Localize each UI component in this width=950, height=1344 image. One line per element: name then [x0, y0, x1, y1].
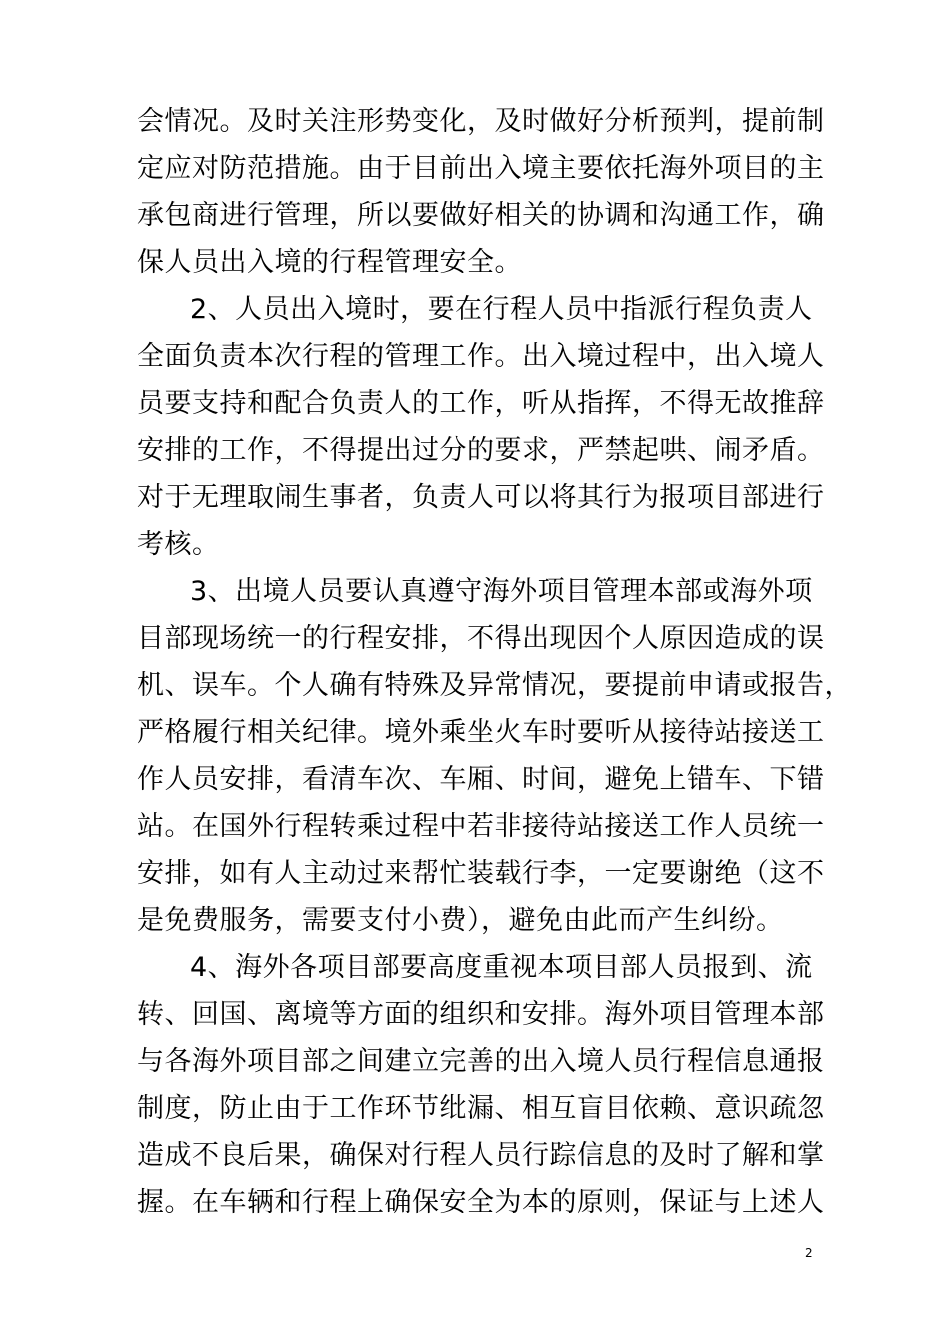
text-line: 机、误车。个人确有特殊及异常情况，要提前申请或报告， [137, 670, 852, 701]
text-line: 员要支持和配合负责人的工作，听从指挥，不得无故推辞 [137, 388, 825, 419]
text-line: 安排，如有人主动过来帮忙装载行李，一定要谢绝（这不 [137, 858, 825, 889]
text-line: 站。在国外行程转乘过程中若非接待站接送工作人员统一 [137, 811, 825, 842]
text-line: 会情况。及时关注形势变化，及时做好分析预判，提前制 [137, 106, 825, 137]
paragraph-start-line: 3、出境人员要认真遵守海外项目管理本部或海外项 [190, 576, 813, 607]
text-line: 目部现场统一的行程安排，不得出现因个人原因造成的误 [137, 623, 825, 654]
text-line: 握。在车辆和行程上确保安全为本的原则，保证与上述人 [137, 1187, 825, 1218]
text-line: 造成不良后果，确保对行程人员行踪信息的及时了解和掌 [137, 1140, 825, 1171]
page-number: 2 [805, 1246, 813, 1260]
text-line: 定应对防范措施。由于目前出入境主要依托海外项目的主 [137, 153, 825, 184]
paragraph-start-line: 2、人员出入境时，要在行程人员中指派行程负责人 [190, 294, 813, 325]
text-line: 承包商进行管理，所以要做好相关的协调和沟通工作，确 [137, 200, 825, 231]
text-line: 严格履行相关纪律。境外乘坐火车时要听从接待站接送工 [137, 717, 825, 748]
text-line: 考核。 [137, 529, 220, 560]
text-line: 对于无理取闹生事者，负责人可以将其行为报项目部进行 [137, 482, 825, 513]
text-line: 是免费服务，需要支付小费），避免由此而产生纠纷。 [137, 905, 784, 936]
body-text [137, 98, 852, 1226]
text-line: 作人员安排，看清车次、车厢、时间，避免上错车、下错 [137, 764, 825, 795]
text-line: 全面负责本次行程的管理工作。出入境过程中，出入境人 [137, 341, 825, 372]
text-line: 安排的工作，不得提出过分的要求，严禁起哄、闹矛盾。 [137, 435, 825, 466]
text-line: 保人员出入境的行程管理安全。 [137, 247, 522, 278]
text-line: 转、回国、离境等方面的组织和安排。海外项目管理本部 [137, 999, 825, 1030]
paragraph-start-line: 4、海外各项目部要高度重视本项目部人员报到、流 [190, 952, 813, 983]
text-line: 与各海外项目部之间建立完善的出入境人员行程信息通报 [137, 1046, 825, 1077]
text-line: 制度，防止由于工作环节纰漏、相互盲目依赖、意识疏忽 [137, 1093, 825, 1124]
